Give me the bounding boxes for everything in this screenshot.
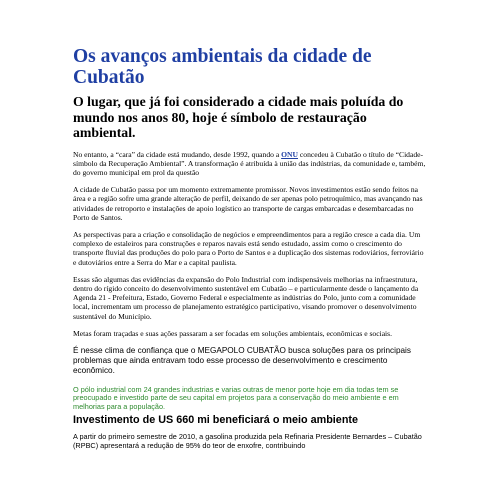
article-title: Os avanços ambientais da cidade de Cubatão <box>73 46 372 88</box>
paragraph-green: O pólo industrial com 24 grandes industrias e varias outras de menor porte hoje em dia todas tem se preocupado e investido parte de seu capital em projetos para a conservação do meio ambiente e em melhorias para a população. <box>73 384 399 411</box>
paragraph-2: A cidade de Cubatão passa por um momento extremamente promissor. Novos investimentos estão sendo feitos na área e a região sofre uma grande alteração de perfil, deixando de ser apenas polo petroquímico, mas avançando nas atividades de retroporto e instalações de apoio logístico ao transporte de cargas embarcadas e desembarcadas no Porto de Santos. <box>73 185 423 222</box>
article <box>73 46 427 451</box>
paragraph-8: A partir do primeiro semestre de 2010, a gasolina produzida pela Refinaria Presidente Bernardes – Cubatão (RPBC) apresentará a redução de 95% do teor de enxofre, contribuindo <box>73 432 422 451</box>
paragraph-3: As perspectivas para a criação e consolidação de negócios e empreendimentos para a região cresce a cada dia. Um complexo de estaleiros para construções e reparos navais está sendo estudado, assim como o crescimento do transporte fluvial das produções do polo para o Porto de Santos e a duplicação dos sistemas rodoviários, ferroviário e dutoviários entre a Serra do Mar e a capital paulista. <box>73 229 424 267</box>
section-heading: Investimento de US 660 mi beneficiará o meio ambiente <box>73 414 359 427</box>
paragraph-intro <box>73 150 427 178</box>
paragraph-5: Metas foram traçadas e suas ações passaram a ser focadas em soluções ambientais, econômicas e sociais. <box>73 328 393 338</box>
paragraph-4: Essas são algumas das evidências da expansão do Polo Industrial com indispensáveis melhorias na infraestrutura, dentro do rígido conceito do desenvolvimento sustentável em Cubatão – e particularmente desde o lançamento da Agenda 21 - Prefeitura, Estado, Governo Federal e especialmente as indústrias do Polo, junto com a comunidade local, incrementam um processo de planejamento estratégico participativo, visando promover o desenvolvimento sustentável do Município. <box>73 274 419 321</box>
onu-link[interactable]: ONU <box>281 149 298 159</box>
article-subtitle: O lugar, que já foi considerado a cidade mais poluída do mundo nos anos 80, hoje é símbolo de restauração ambiental. <box>73 94 404 140</box>
paragraph-intro-before: No entanto, a “cara” da cidade está mudando, desde 1992, quando a <box>73 149 282 159</box>
paragraph-6: É nesse clima de confiança que o MEGAPOLO CUBATÃO busca soluções para os principais problemas que ainda entravam todo esse processo de desenvolvimento e crescimento econômico. <box>73 345 411 376</box>
paragraph-intro-after: concedeu à Cubatão o título de “Cidade-símbolo da Recuperação Ambiental”. A transformação é atribuída à união das indústrias, da comunidade e, também, do governo municipal em prol da questão <box>73 149 426 177</box>
